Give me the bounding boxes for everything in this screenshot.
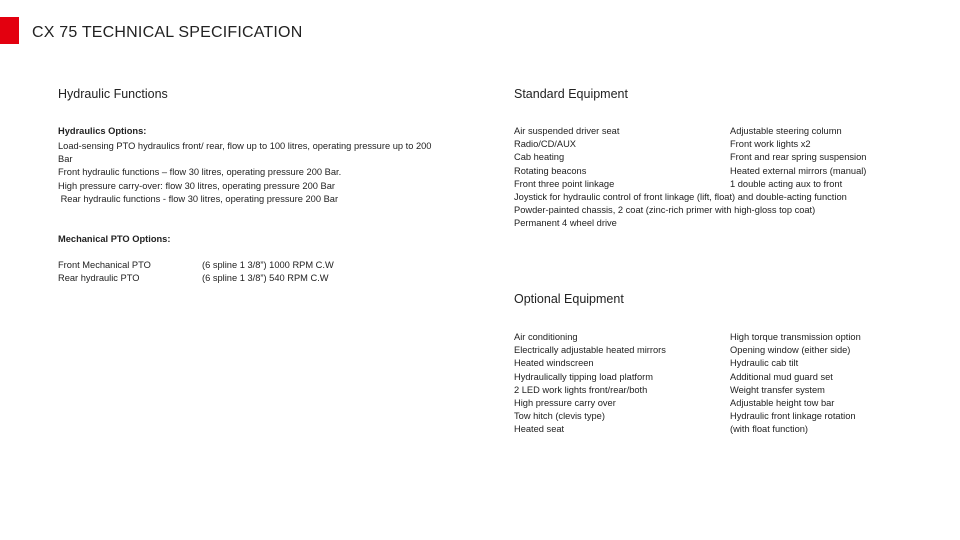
standard-item: Front work lights x2 [730,139,811,150]
optional-item: Adjustable height tow bar [730,398,835,409]
optional-item: Hydraulic front linkage rotation [730,411,856,422]
standard-item: Permanent 4 wheel drive [514,218,617,229]
standard-item: Joystick for hydraulic control of front linkage (lift, float) and double-acting function [514,192,847,202]
standard-item: 1 double acting aux to front [730,178,843,189]
hydraulics-line: Load-sensing PTO hydraulics front/ rear, flow up to 100 litres, operating pressure up to 200 [58,141,432,151]
title-accent-bar [0,17,19,44]
optional-item: (with float function) [730,424,809,435]
standard-item: Radio/CD/AUX [514,139,577,150]
optional-item: Heated seat [514,424,565,435]
hydraulics-options-list [58,140,431,206]
optional-item: Opening window (either side) [730,345,851,356]
mechanical-pto-label: Rear hydraulic PTO [58,273,140,284]
mechanical-pto-value: (6 spline 1 3/8”) 540 RPM C.W [202,273,329,284]
optional-item: Weight transfer system [730,384,825,395]
optional-item: Heated windscreen [514,358,594,369]
hydraulics-line: Front hydraulic functions – flow 30 litres, operating pressure 200 Bar. [58,167,342,178]
optional-equipment-heading: Optional Equipment [514,292,624,306]
standard-item: Front and rear spring suspension [730,152,867,163]
hydraulics-line: High pressure carry-over: flow 30 litres, operating pressure 200 Bar [58,180,335,191]
standard-equipment-right-list [730,125,866,191]
mechanical-pto-values [202,259,334,285]
standard-item: Heated external mirrors (manual) [730,165,867,176]
mechanical-pto-labels [58,259,151,285]
hydraulics-line: Bar [58,154,73,165]
hydraulic-functions-heading: Hydraulic Functions [58,87,168,101]
optional-item: High torque transmission option [730,332,861,342]
standard-equipment-full-list [514,191,847,231]
optional-item: Hydraulically tipping load platform [514,371,654,382]
mechanical-pto-value: (6 spline 1 3/8”) 1000 RPM C.W [202,260,334,270]
hydraulics-options-heading: Hydraulics Options: [58,126,147,136]
optional-item: High pressure carry over [514,398,616,409]
mechanical-pto-label: Front Mechanical PTO [58,260,151,270]
hydraulics-line: Rear hydraulic functions - flow 30 litres, operating pressure 200 Bar [58,193,339,204]
page-title: CX 75 TECHNICAL SPECIFICATION [32,24,303,41]
optional-item: Hydraulic cab tilt [730,358,799,369]
standard-item: Air suspended driver seat [514,126,620,136]
standard-item: Rotating beacons [514,165,587,176]
standard-item: Adjustable steering column [730,126,842,136]
optional-item: Additional mud guard set [730,371,833,382]
optional-item: Air conditioning [514,332,578,342]
standard-item: Front three point linkage [514,178,615,189]
mechanical-pto-heading: Mechanical PTO Options: [58,234,171,244]
optional-item: Tow hitch (clevis type) [514,411,605,422]
standard-equipment-left-list [514,125,619,191]
standard-item: Cab heating [514,152,565,163]
standard-equipment-heading: Standard Equipment [514,87,628,101]
optional-equipment-left-list [514,331,666,437]
optional-equipment-right-list [730,331,861,437]
optional-item: Electrically adjustable heated mirrors [514,345,666,356]
standard-item: Powder-painted chassis, 2 coat (zinc-rich primer with high-gloss top coat) [514,205,816,216]
optional-item: 2 LED work lights front/rear/both [514,384,648,395]
